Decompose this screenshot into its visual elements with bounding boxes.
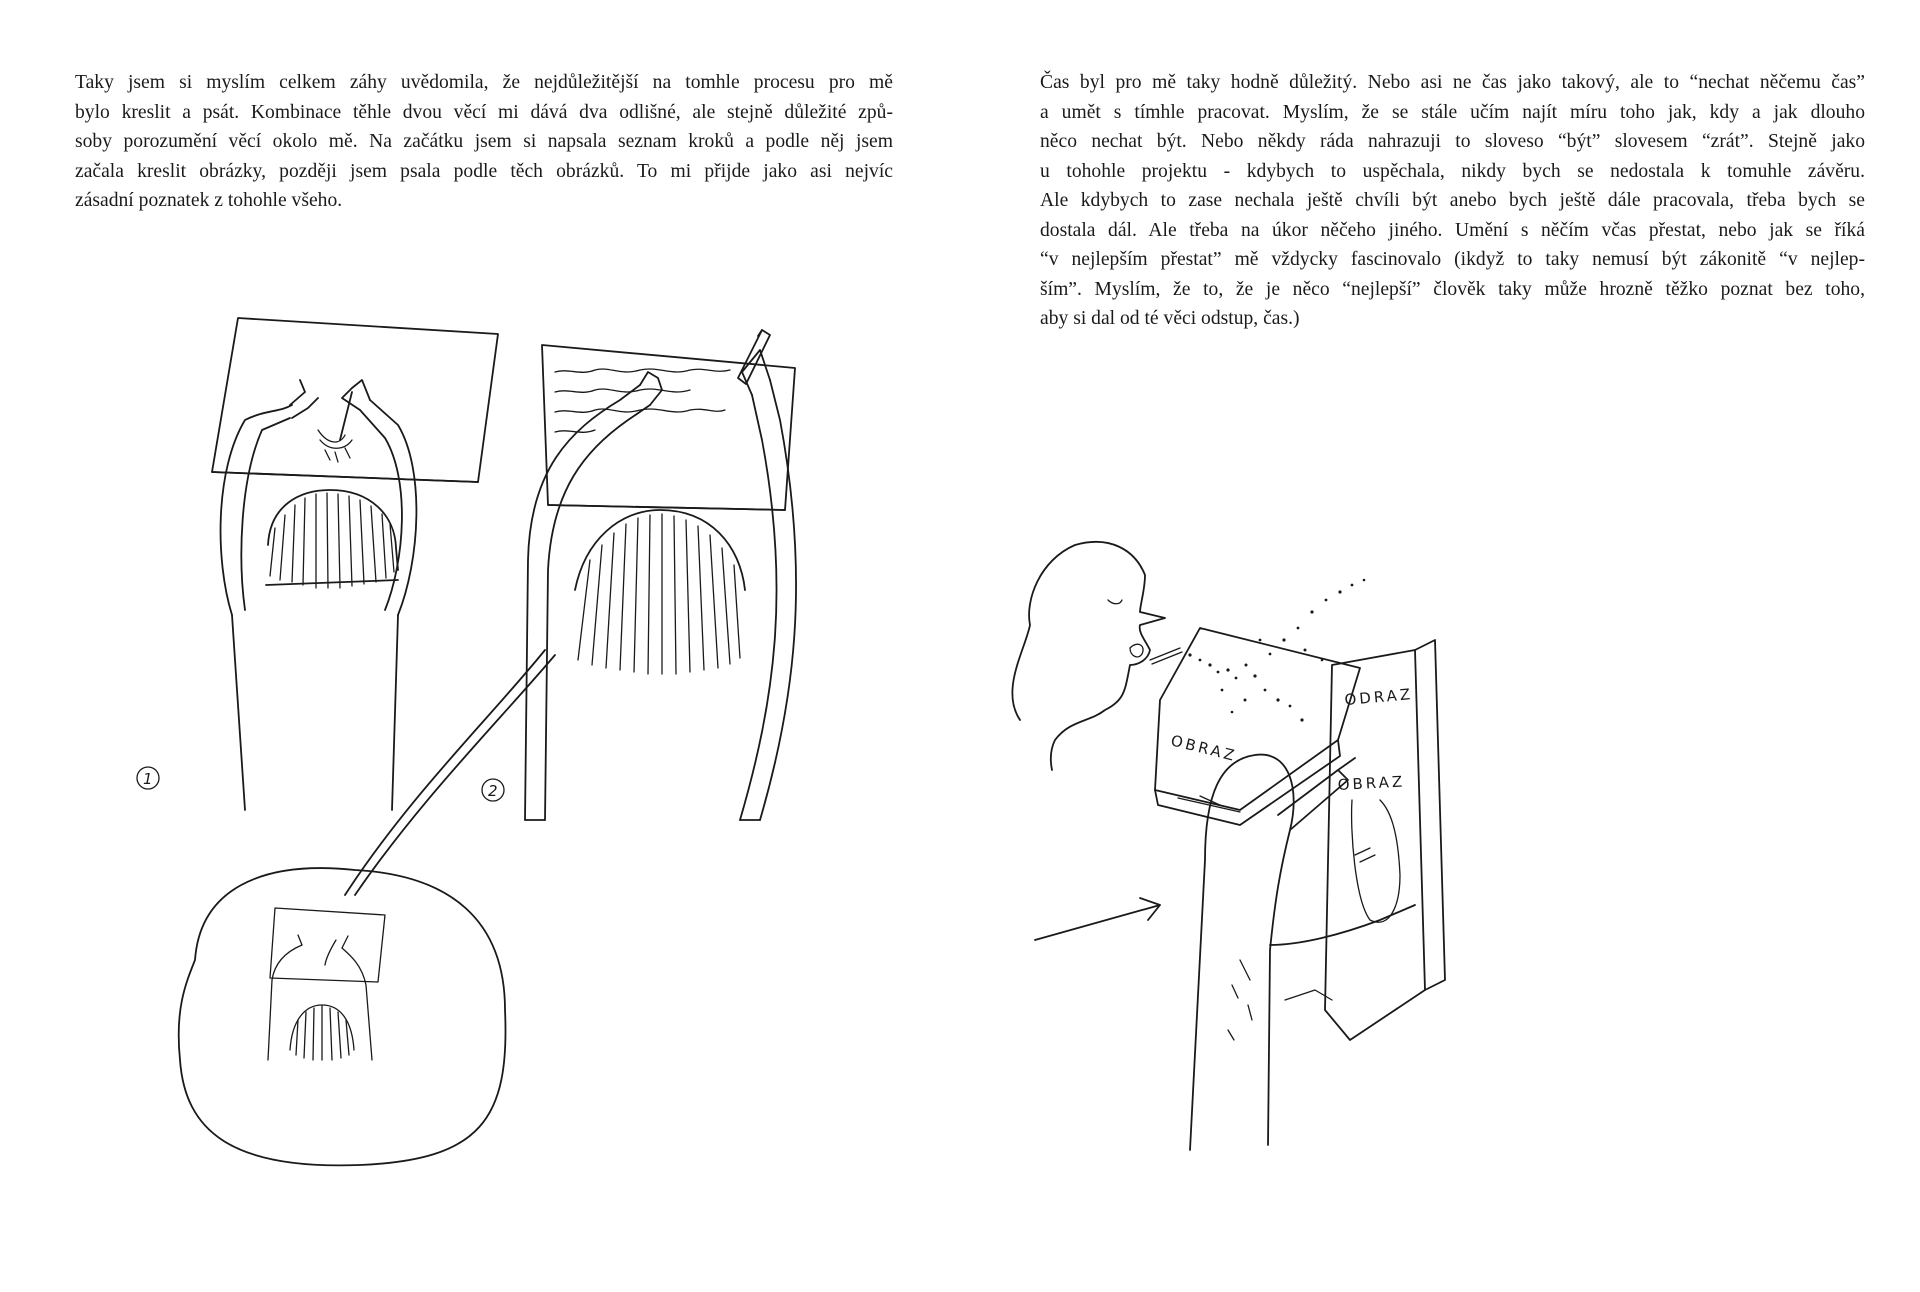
desk-edge-2: [548, 505, 785, 510]
breath-stick: [1150, 648, 1182, 664]
right-paragraph-line: “v nejlepším přestat” mě vždycky fascinovalo (ikdyž to taky nemusí být zákonitě “v nejlep-: [1040, 249, 1865, 270]
right-paragraph-line: ším”. Myslím, že to, že je něco “nejlepší” člověk taky může hrozně těžko poznat bez toho,: [1040, 278, 1865, 300]
right-arm-2-inner: [740, 395, 777, 820]
step-one-label: 1: [143, 770, 153, 788]
right-paragraph-line: Čas byl pro mě taky hodně důležitý. Nebo asi ne čas jako takový, ale to “nechat něčemu čas”: [1040, 72, 1865, 93]
canvas-inner-label: OBRAZ: [1337, 772, 1406, 794]
hair-strands: [270, 493, 394, 588]
right-hand: [342, 380, 370, 410]
board-label: OBRAZ: [1169, 731, 1239, 766]
mini-arms: [268, 945, 372, 1060]
left-hand: [290, 380, 318, 418]
brush: [1338, 758, 1355, 770]
pointer-arrow: [1035, 898, 1160, 940]
drawing-board-and-canvas: [960, 0, 1920, 1292]
hair-strands-2: [578, 514, 740, 674]
body-marks: [1228, 960, 1252, 1040]
step-two-label: 2: [488, 782, 498, 800]
head-outline: [268, 490, 398, 570]
dust-dots: [1188, 579, 1365, 722]
figure-drawing-person: [212, 318, 498, 810]
drawn-scribble: [318, 430, 352, 462]
left-paragraph-line: začala kreslit obrázky, později jsem psala podle těch obrázků. To mi přijde jako asi nejvíc: [75, 160, 893, 182]
mini-hands: [298, 935, 348, 965]
right-paragraph-line: u tohohle projektu - kdybych to uspěchala, nikdy bych se nedostala k tomuhle závěru.: [1040, 160, 1865, 182]
left-paragraph-line: bylo kreslit a psát. Kombinace těhle dvou věcí mi dává dva odlišné, ale stejně důležité způ-: [75, 101, 893, 123]
connector-line: [345, 650, 555, 895]
written-lines: [555, 369, 730, 432]
left-arm-inner: [241, 418, 290, 610]
right-paragraph-line: a umět s tímhle pracovat. Myslím, že se stále učím najít míru toho jak, kdy a jak dlouho: [1040, 101, 1865, 123]
head-outline-2: [575, 510, 745, 590]
right-paragraph-line: něco nechat být. Nebo někdy ráda nahrazuji to sloveso “být” slovesem “zrát”. Stejně jako: [1040, 131, 1865, 152]
left-paragraph-line: soby porozumění věcí okolo mě. Na začátku jsem si napsala seznam kroků a podle něj jsem: [75, 131, 893, 152]
reflected-mark: [1355, 848, 1375, 862]
mini-paper: [270, 908, 385, 982]
mouth: [1130, 644, 1143, 657]
left-arm-2-inner: [545, 405, 650, 820]
right-page: [960, 0, 1920, 1292]
right-paragraph-line: aby si dal od té věci odstup, čas.): [1040, 308, 1300, 329]
torso: [232, 615, 398, 810]
left-paragraph-line: zásadní poznatek z tohohle všeho.: [75, 190, 343, 211]
thought-bubble: [179, 868, 506, 1165]
board-side: [1155, 740, 1340, 825]
paper-sheet-2: [542, 345, 795, 510]
face-profile: [1012, 542, 1165, 770]
canvas-front: [1325, 650, 1425, 1040]
figure-person-blowing: [1012, 542, 1365, 825]
right-paragraph-line: Ale kdybych to zase nechala ještě chvíli být anebo bych ještě dále pracovala, třeba bych se: [1040, 190, 1865, 211]
figure-writing-person: [525, 330, 796, 820]
left-hand-2: [640, 372, 662, 405]
pen: [340, 392, 352, 440]
left-paragraph-line: Taky jsem si myslím celkem záhy uvědomila, že nejdůležitější na tomhle procesu pro mě: [75, 72, 893, 93]
reflected-face: [1352, 800, 1400, 922]
hair-line: [266, 580, 398, 585]
canvas-top-label: ODRAZ: [1343, 685, 1414, 709]
mini-hair: [296, 1006, 349, 1060]
paper-sheet: [212, 318, 498, 482]
figure-person-canvas: [1035, 640, 1445, 1150]
right-hand-2: [742, 350, 770, 395]
closed-eye: [1108, 600, 1122, 604]
desk-edge: [212, 472, 478, 482]
right-arm-2: [760, 380, 796, 820]
right-paragraph-line: dostala dál. Ale třeba na úkor něčeho jiného. Umění s něčím včas přestat, nebo jak se říká: [1040, 219, 1865, 241]
